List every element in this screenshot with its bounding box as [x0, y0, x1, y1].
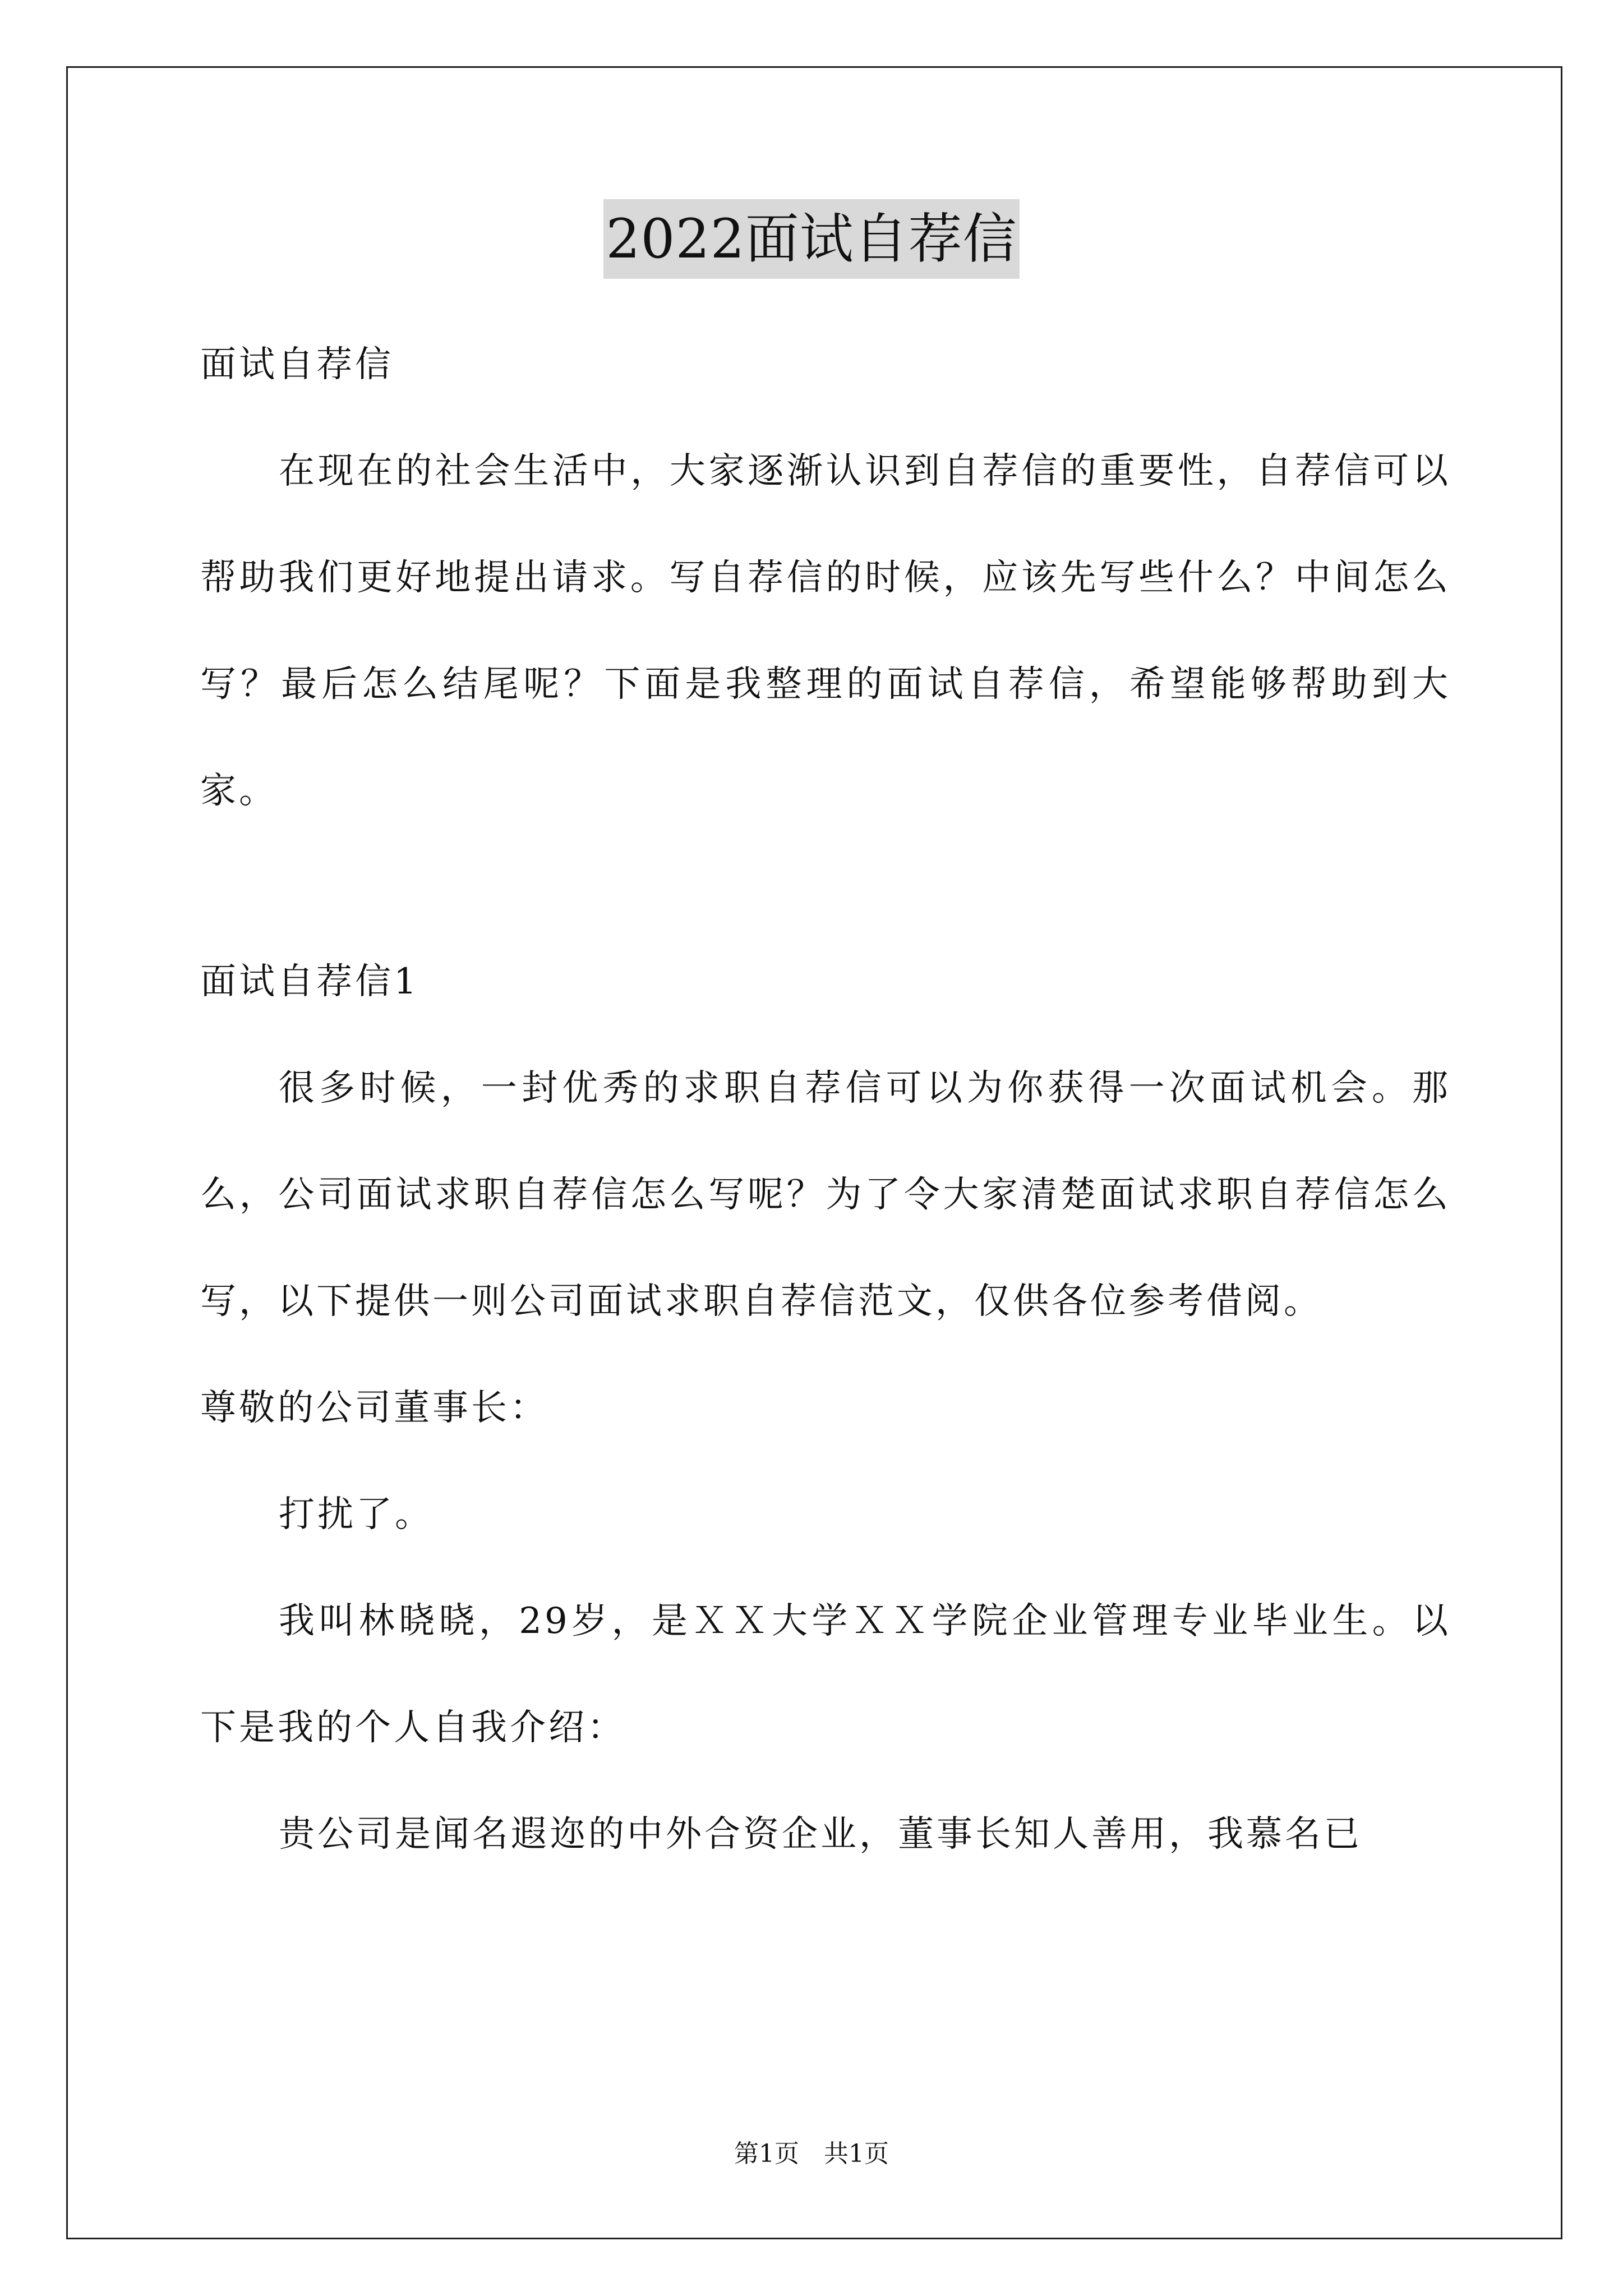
- intro-paragraph: 在现在的社会生活中，大家逐渐认识到自荐信的重要性，自荐信可以帮助我们更好地提出请求。写自荐信的时候，应该先写些什么？中间怎么写？最后怎么结尾呢？下面是我整理的面试自荐信，希望能够帮助到大家。: [200, 450, 1451, 812]
- section-heading: 面试自荐信: [200, 344, 394, 385]
- section-gap: [200, 844, 1451, 928]
- document-body: [200, 311, 1451, 1888]
- section-heading: 面试自荐信1: [200, 961, 419, 1002]
- document-title: 2022面试自荐信: [603, 199, 1019, 279]
- body-paragraph: 我叫林晓晓，29岁，是ＸＸ大学ＸＸ学院企业管理专业毕业生。以下是我的个人自我介绍：: [200, 1600, 1451, 1749]
- salutation: 尊敬的公司董事长：: [200, 1387, 548, 1429]
- body-paragraph: 很多时候，一封优秀的求职自荐信可以为你获得一次面试机会。那么，公司面试求职自荐信怎么写呢？为了令大家清楚面试求职自荐信怎么写，以下提供一则公司面试求职自荐信范文，仅供各位参考借阅。: [200, 1068, 1451, 1322]
- page-footer: 第1页 共1页: [734, 2139, 889, 2168]
- body-paragraph: 贵公司是闻名遐迩的中外合资企业，董事长知人善用，我慕名已: [279, 1814, 1362, 1855]
- body-paragraph: 打扰了。: [279, 1494, 434, 1535]
- title-area: [0, 199, 1623, 279]
